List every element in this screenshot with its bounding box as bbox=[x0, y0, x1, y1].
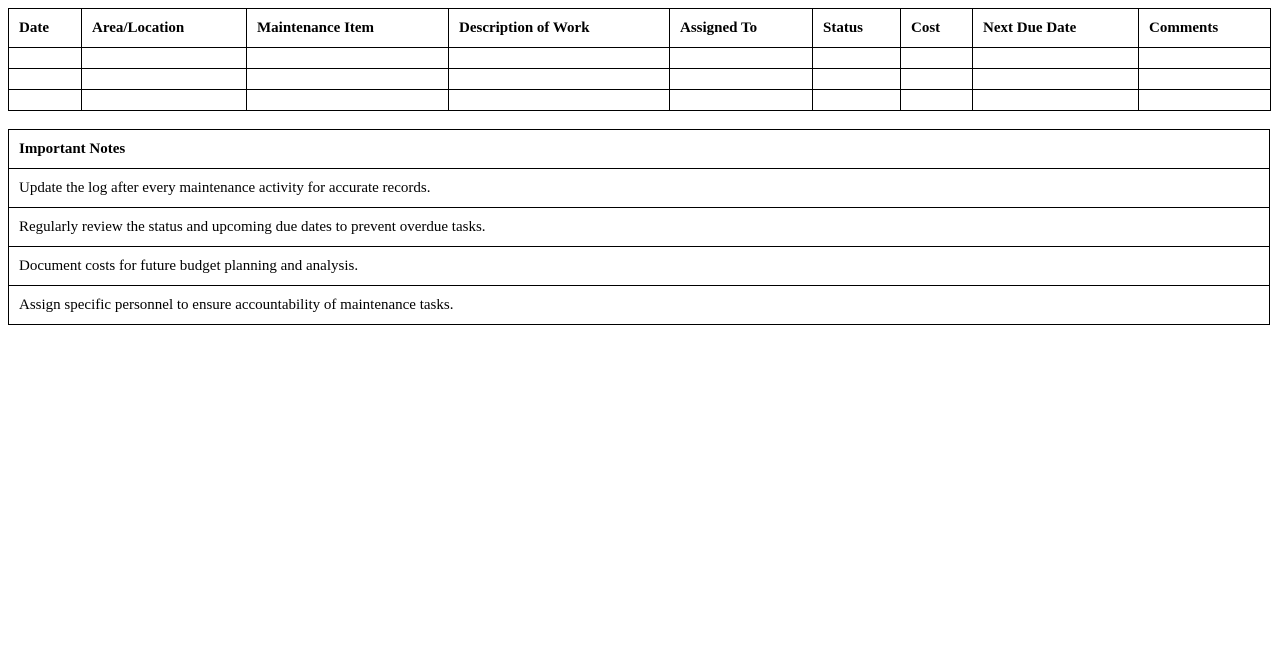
table-cell[interactable] bbox=[1139, 48, 1271, 69]
notes-title: Important Notes bbox=[9, 130, 1270, 169]
table-header-row bbox=[9, 9, 1271, 48]
column-header-cost: Cost bbox=[901, 9, 973, 48]
column-header-maintenance-item: Maintenance Item bbox=[247, 9, 449, 48]
table-cell[interactable] bbox=[82, 48, 247, 69]
table-cell[interactable] bbox=[901, 69, 973, 90]
column-header-status: Status bbox=[813, 9, 901, 48]
note-row bbox=[9, 286, 1270, 325]
column-header-comments: Comments bbox=[1139, 9, 1271, 48]
table-cell[interactable] bbox=[82, 69, 247, 90]
note-item: Regularly review the status and upcoming due dates to prevent overdue tasks. bbox=[9, 208, 1270, 247]
table-cell[interactable] bbox=[813, 90, 901, 111]
note-row bbox=[9, 247, 1270, 286]
table-cell[interactable] bbox=[247, 48, 449, 69]
table-cell[interactable] bbox=[449, 48, 670, 69]
table-cell[interactable] bbox=[901, 90, 973, 111]
table-cell[interactable] bbox=[973, 48, 1139, 69]
table-cell[interactable] bbox=[813, 69, 901, 90]
note-item: Update the log after every maintenance activity for accurate records. bbox=[9, 169, 1270, 208]
table-cell[interactable] bbox=[449, 69, 670, 90]
important-notes-table bbox=[8, 129, 1270, 325]
note-row bbox=[9, 169, 1270, 208]
table-cell[interactable] bbox=[973, 90, 1139, 111]
table-cell[interactable] bbox=[449, 90, 670, 111]
note-item: Document costs for future budget planning and analysis. bbox=[9, 247, 1270, 286]
table-cell[interactable] bbox=[9, 90, 82, 111]
table-cell[interactable] bbox=[670, 69, 813, 90]
table-cell[interactable] bbox=[9, 69, 82, 90]
table-cell[interactable] bbox=[670, 90, 813, 111]
table-cell[interactable] bbox=[813, 48, 901, 69]
note-row bbox=[9, 208, 1270, 247]
table-cell[interactable] bbox=[9, 48, 82, 69]
table-cell[interactable] bbox=[1139, 69, 1271, 90]
notes-header-row bbox=[9, 130, 1270, 169]
column-header-next-due-date: Next Due Date bbox=[973, 9, 1139, 48]
column-header-assigned-to: Assigned To bbox=[670, 9, 813, 48]
table-cell[interactable] bbox=[901, 48, 973, 69]
table-cell[interactable] bbox=[82, 90, 247, 111]
table-cell[interactable] bbox=[247, 90, 449, 111]
table-row bbox=[9, 48, 1271, 69]
table-row bbox=[9, 90, 1271, 111]
table-cell[interactable] bbox=[247, 69, 449, 90]
table-cell[interactable] bbox=[1139, 90, 1271, 111]
table-row bbox=[9, 69, 1271, 90]
column-header-date: Date bbox=[9, 9, 82, 48]
maintenance-log-table bbox=[8, 8, 1271, 111]
table-cell[interactable] bbox=[973, 69, 1139, 90]
column-header-area-location: Area/Location bbox=[82, 9, 247, 48]
column-header-description-of-work: Description of Work bbox=[449, 9, 670, 48]
note-item: Assign specific personnel to ensure accountability of maintenance tasks. bbox=[9, 286, 1270, 325]
table-cell[interactable] bbox=[670, 48, 813, 69]
